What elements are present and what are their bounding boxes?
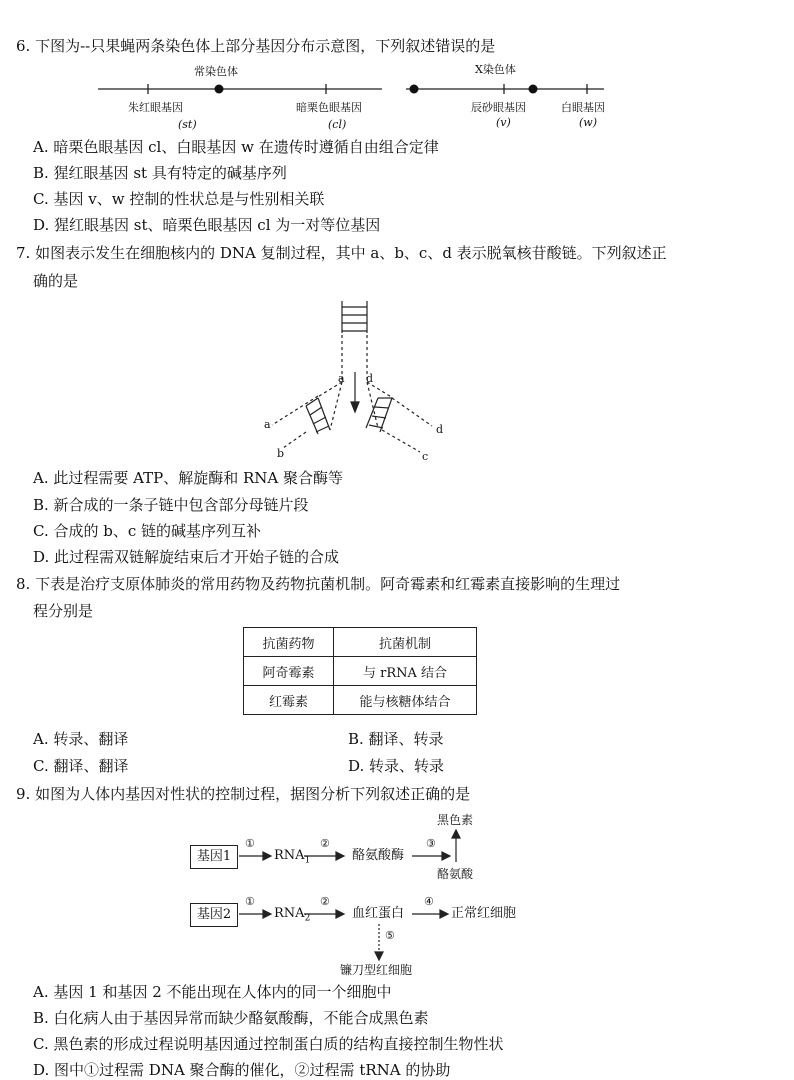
table-cell: 与 rRNA 结合 <box>334 657 477 686</box>
q6-option-b[interactable]: B. 猩红眼基因 st 具有特定的碱基序列 <box>33 164 287 182</box>
q8-stem-line1: 8. 下表是治疗支原体肺炎的常用药物及药物抗菌机制。阿奇霉素和红霉素直接影响的生理过 <box>16 575 621 593</box>
step-2-label-gene2: ② <box>320 895 330 908</box>
step-5-label: ⑤ <box>385 929 395 942</box>
gene-w-symbol: (w) <box>579 116 597 129</box>
rna1-node: $RNA_1$ <box>274 848 311 866</box>
sickle-rbc-node: 镰刀型红细胞 <box>340 963 413 977</box>
table-row <box>244 657 477 686</box>
strand-label-d: d <box>436 423 444 436</box>
q6-stem: 6. 下图为--只果蝇两条染色体上部分基因分布示意图，下列叙述错误的是 <box>16 37 496 55</box>
q9-option-c[interactable]: C. 黑色素的形成过程说明基因通过控制蛋白质的结构直接控制生物性状 <box>33 1035 504 1053</box>
q7-option-b[interactable]: B. 新合成的一条子链中包含部分母链片段 <box>33 496 309 514</box>
q8-option-c[interactable]: C. 翻译、翻译 <box>33 757 129 775</box>
gene-v-symbol: (v) <box>496 116 511 129</box>
dna-replication-diagram <box>272 301 432 452</box>
strand-label-d-top: d <box>366 372 374 385</box>
q9-stem: 9. 如图为人体内基因对性状的控制过程，据图分析下列叙述正确的是 <box>16 785 471 803</box>
q9-option-d[interactable]: D. 图中①过程需 DNA 聚合酶的催化，②过程需 tRNA 的协助 <box>33 1061 451 1079</box>
strand-label-b: b <box>277 447 285 460</box>
table-header-row <box>244 628 477 657</box>
q6-option-d[interactable]: D. 猩红眼基因 st、暗栗色眼基因 cl 为一对等位基因 <box>33 216 381 234</box>
table-header-cell: 抗菌药物 <box>244 628 334 657</box>
table-row <box>244 686 477 715</box>
tyrosine-node: 酪氨酸 <box>437 867 474 881</box>
q6-option-a[interactable]: A. 暗栗色眼基因 cl、白眼基因 w 在遗传时遵循自由组合定律 <box>33 138 439 156</box>
table-header-cell: 抗菌机制 <box>334 628 477 657</box>
step-3-label: ③ <box>426 837 436 850</box>
q8-option-a[interactable]: A. 转录、翻译 <box>33 730 129 748</box>
table-cell: 阿奇霉素 <box>244 657 334 686</box>
gene1-box: 基因1 <box>190 845 238 869</box>
gene-v-name: 辰砂眼基因 <box>471 101 526 114</box>
gene-w-name: 白眼基因 <box>561 101 605 114</box>
gene2-box: 基因2 <box>190 903 238 927</box>
q7-option-d[interactable]: D. 此过程需双链解旋结束后才开始子链的合成 <box>33 548 340 566</box>
gene-st-symbol: (st) <box>178 118 197 131</box>
hemoglobin-node: 血红蛋白 <box>352 906 405 921</box>
step-1-label: ① <box>245 837 255 850</box>
normal-rbc-node: 正常红细胞 <box>451 906 517 921</box>
q6-option-c[interactable]: C. 基因 v、w 控制的性状总是与性别相关联 <box>33 190 325 208</box>
q7-option-c[interactable]: C. 合成的 b、c 链的碱基序列互补 <box>33 522 262 540</box>
x-chromosome-label: X染色体 <box>475 63 516 76</box>
q9-option-b[interactable]: B. 白化病人由于基因异常而缺少酪氨酸酶，不能合成黑色素 <box>33 1009 429 1027</box>
strand-label-c: c <box>422 450 429 463</box>
q7-stem-line2: 确的是 <box>33 272 79 290</box>
gene-st-name: 朱红眼基因 <box>128 101 183 114</box>
table-cell: 红霉素 <box>244 686 334 715</box>
step-4-label: ④ <box>424 895 434 908</box>
q9-option-a[interactable]: A. 基因 1 和基因 2 不能出现在人体内的同一个细胞中 <box>33 983 392 1001</box>
melanin-node: 黑色素 <box>437 813 474 827</box>
gene-cl-name: 暗栗色眼基因 <box>296 101 362 114</box>
strand-label-a: a <box>264 418 271 431</box>
step-1-label-gene2: ① <box>245 895 255 908</box>
strand-label-a-top: a <box>338 372 345 385</box>
drug-mechanism-table <box>243 627 477 715</box>
table-cell: 能与核糖体结合 <box>334 686 477 715</box>
gene-cl-symbol: (cl) <box>328 118 347 131</box>
autosome-label: 常染色体 <box>194 65 238 78</box>
step-2-label: ② <box>320 837 330 850</box>
q8-stem-line2: 程分别是 <box>33 602 94 620</box>
tyrosinase-node: 酪氨酸酶 <box>352 848 405 863</box>
rna2-node: $RNA_2$ <box>274 906 311 924</box>
q7-option-a[interactable]: A. 此过程需要 ATP、解旋酶和 RNA 聚合酶等 <box>33 469 344 487</box>
q7-stem-line1: 7. 如图表示发生在细胞核内的 DNA 复制过程，其中 a、b、c、d 表示脱氧核苷酸链。下列叙述正 <box>16 244 667 262</box>
q8-option-d[interactable]: D. 转录、转录 <box>348 757 445 775</box>
q8-option-b[interactable]: B. 翻译、转录 <box>348 730 444 748</box>
